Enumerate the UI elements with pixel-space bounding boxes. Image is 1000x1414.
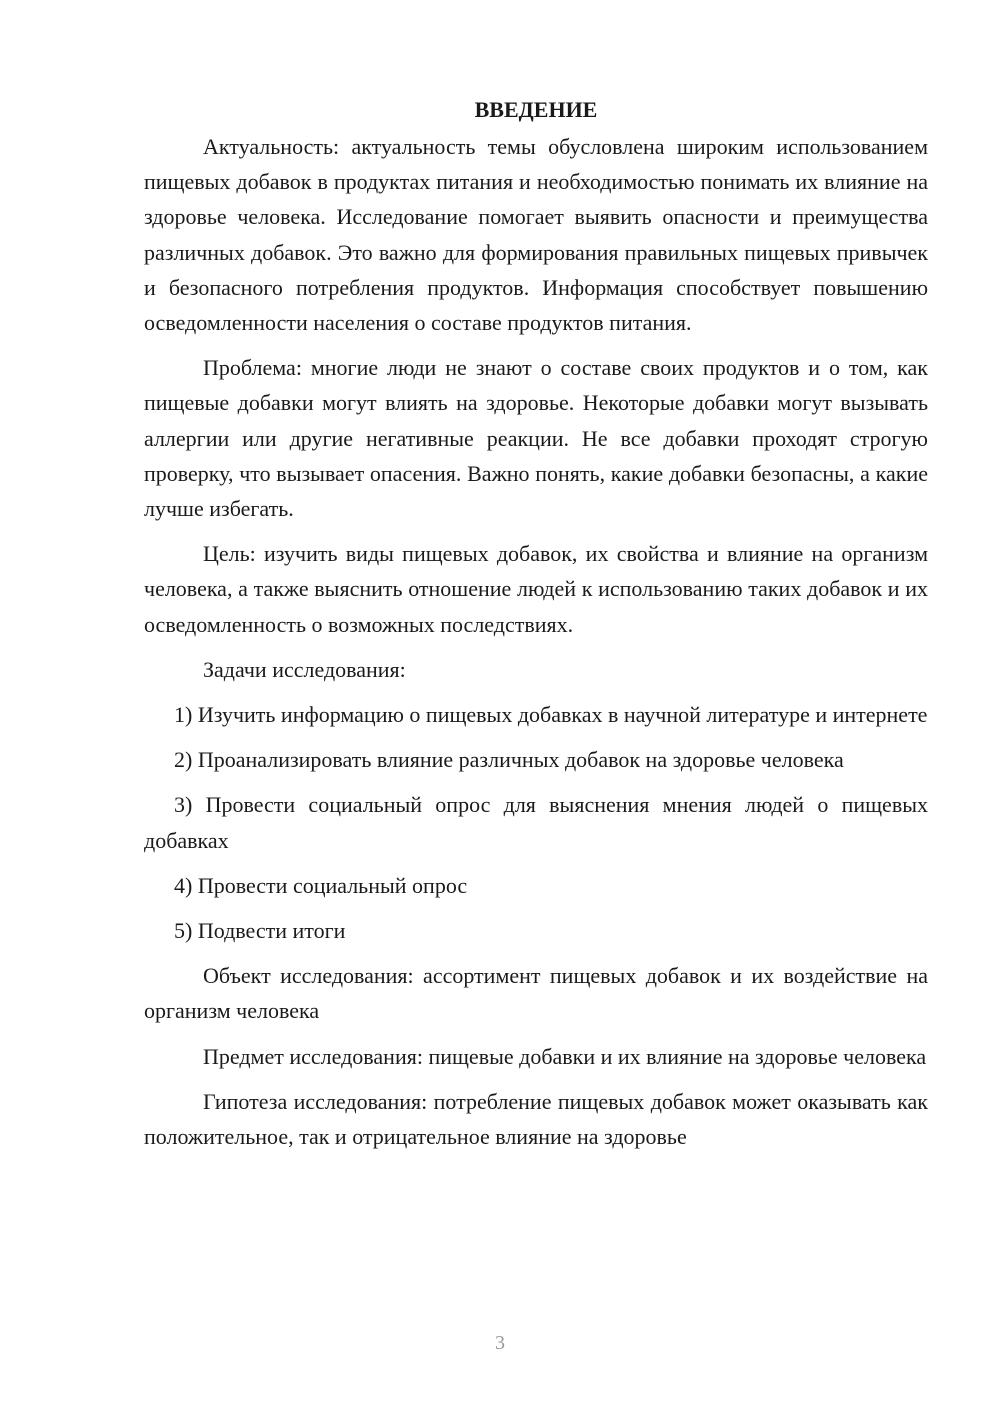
goal-paragraph: Цель: изучить виды пищевых добавок, их свойства и влияние на организм человека, а также выяснить отношение людей к использованию таких добавок и их осведомленность о возможных последствиях. [144, 541, 928, 637]
hypothesis-paragraph: Гипотеза исследования: потребление пищевых добавок может оказывать как положительное, так и отрицательное влияние на здоровье [144, 1088, 928, 1150]
problem-paragraph: Проблема: многие люди не знают о составе своих продуктов и о том, как пищевые добавки могут влиять на здоровье. Некоторые добавки могут вызывать аллергии или другие негативные реакции. Не все добавки проходят строгую проверку, что вызывает опасения. Важно понять, какие добавки безопасны, а какие лучше избегать. [144, 355, 928, 522]
page-title: ВВЕДЕНИЕ [474, 97, 598, 122]
task-item-5: 5) Подвести итоги [174, 918, 346, 944]
subject-paragraph: Предмет исследования: пищевые добавки и их влияние на здоровье человека [203, 1043, 927, 1069]
tasks-heading: Задачи исследования: [203, 656, 406, 682]
task-item-4: 4) Провести социальный опрос [174, 872, 468, 898]
relevance-paragraph: Актуальность: актуальность темы обусловлена широким использованием пищевых добавок в продуктах питания и необходимостью понимать их влияние на здоровье человека. Исследование помогает выявить опасности и преимущества различных добавок. Это важно для формирования правильных пищевых привычек и безопасного потребления продуктов. Информация способствует повышению осведомленности населения о составе продуктов питания. [144, 134, 928, 336]
page-number: 3 [495, 1332, 505, 1354]
document-page [144, 92, 928, 1164]
task-item-3: 3) Провести социальный опрос для выяснения мнения людей о пищевых добавках [144, 792, 928, 853]
task-item-2: 2) Проанализировать влияние различных добавок на здоровье человека [174, 747, 844, 773]
object-paragraph: Объект исследования: ассортимент пищевых добавок и их воздействие на организм человека [144, 963, 928, 1024]
task-item-1: 1) Изучить информацию о пищевых добавках в научной литературе и интернете [174, 702, 928, 728]
